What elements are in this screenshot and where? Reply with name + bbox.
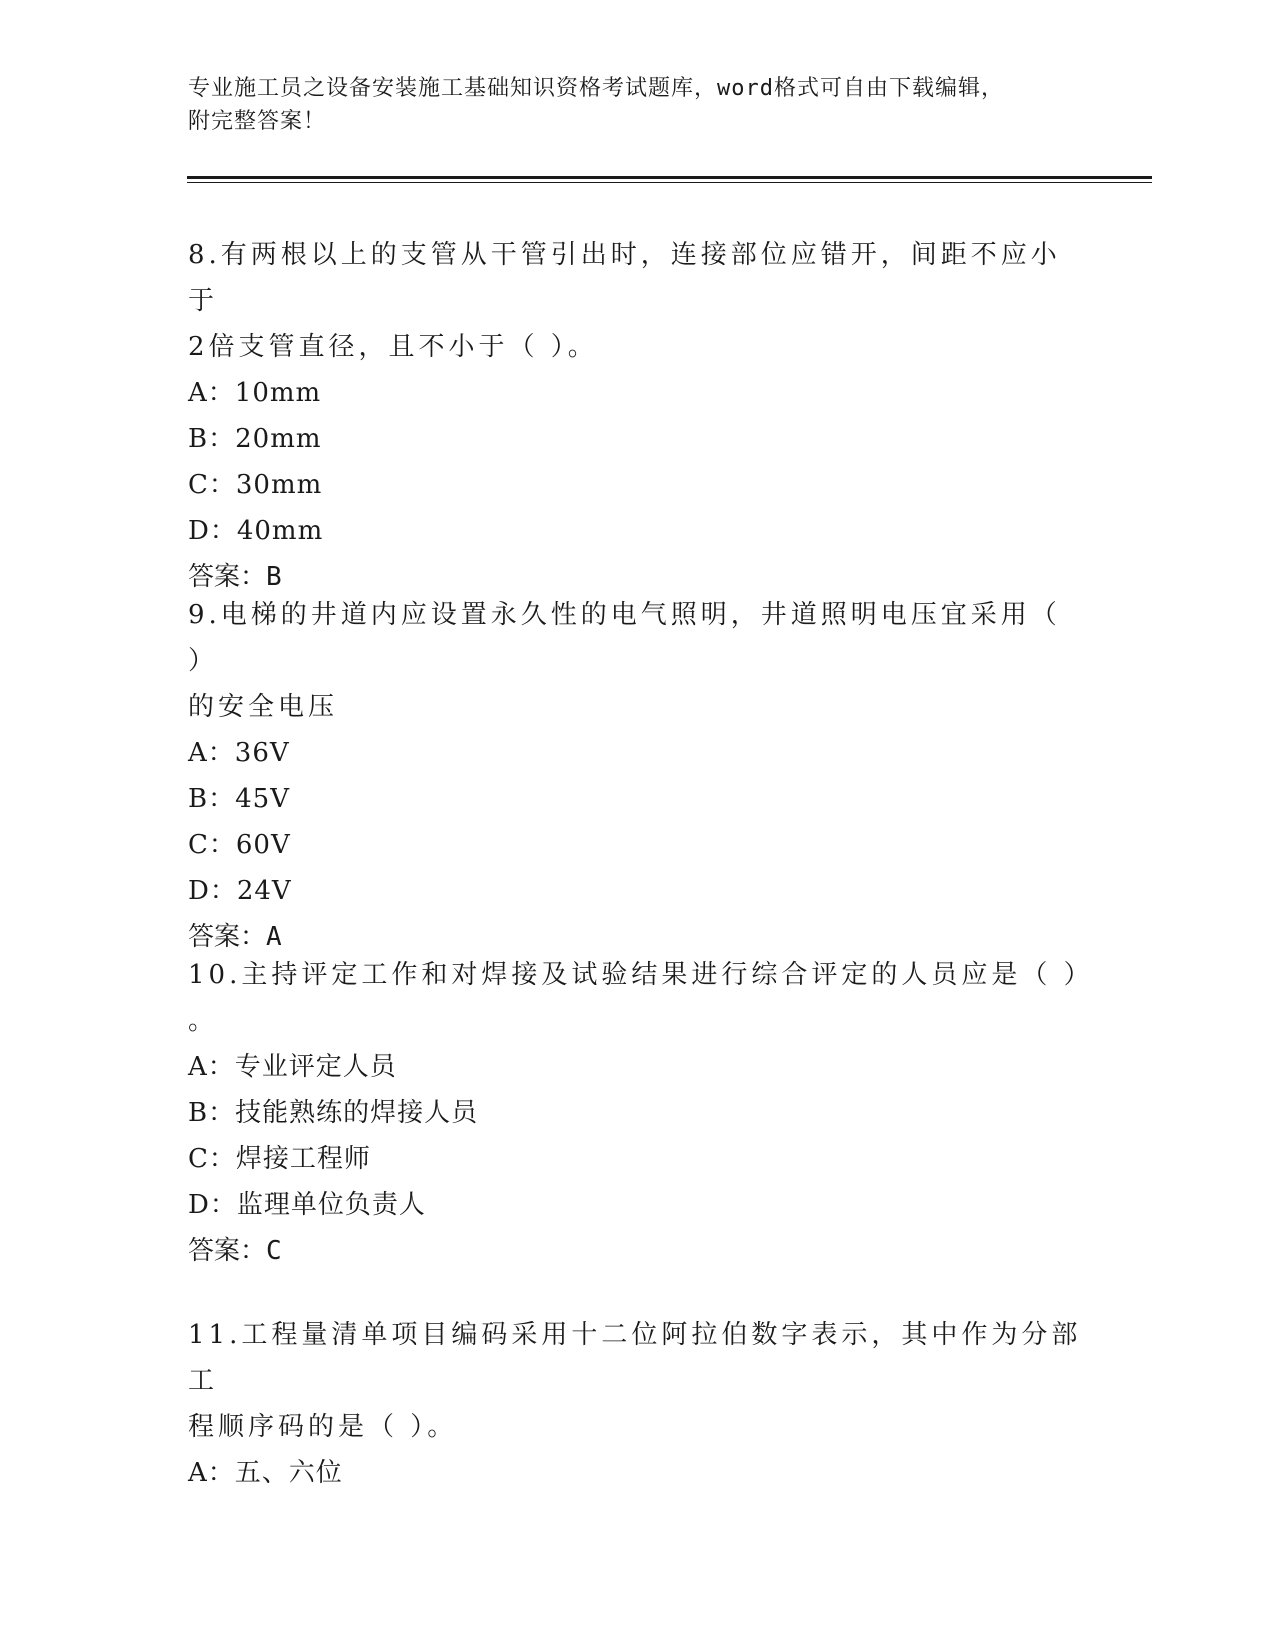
header-divider-thick bbox=[187, 176, 1152, 179]
option-c: C：30mm bbox=[188, 470, 323, 500]
option-b: B：技能熟练的焊接人员 bbox=[188, 1098, 479, 1128]
question-10 bbox=[188, 952, 1094, 1274]
option-a: A：36V bbox=[188, 738, 290, 768]
option-d: D：40mm bbox=[188, 516, 324, 546]
question-stem-line-2: 。 bbox=[188, 1006, 219, 1036]
question-stem-line-1: 11.工程量清单项目编码采用十二位阿拉伯数字表示，其中作为分部工 bbox=[188, 1320, 1082, 1396]
option-c: C：60V bbox=[188, 830, 291, 860]
header-line-1: 专业施工员之设备安装施工基础知识资格考试题库，word格式可自由下载编辑， bbox=[188, 76, 1004, 101]
document-header bbox=[188, 72, 1088, 138]
option-a: A：五、六位 bbox=[188, 1458, 343, 1488]
option-d: D：监理单位负责人 bbox=[188, 1190, 426, 1220]
question-9 bbox=[188, 592, 1088, 960]
option-b: B：45V bbox=[188, 784, 290, 814]
header-line-2: 附完整答案！ bbox=[188, 109, 327, 134]
answer-line: 答案：C bbox=[188, 1236, 282, 1266]
question-stem-line-2: 2倍支管直径，且不小于（ ）。 bbox=[188, 332, 598, 362]
option-d: D：24V bbox=[188, 876, 292, 906]
question-stem-line-1: 8.有两根以上的支管从干管引出时，连接部位应错开，间距不应小于 bbox=[188, 240, 1061, 316]
option-a: A：10mm bbox=[188, 378, 322, 408]
answer-line: 答案：A bbox=[188, 922, 282, 952]
question-stem-line-2: 的安全电压 bbox=[188, 692, 339, 722]
question-stem-line-2: 程顺序码的是（ ）。 bbox=[188, 1412, 458, 1442]
question-stem-line-1: 9.电梯的井道内应设置永久性的电气照明，井道照明电压宜采用（ ） bbox=[188, 600, 1061, 676]
question-stem-line-1: 10.主持评定工作和对焊接及试验结果进行综合评定的人员应是（ ） bbox=[188, 960, 1094, 990]
option-a: A：专业评定人员 bbox=[188, 1052, 397, 1082]
question-11 bbox=[188, 1312, 1088, 1496]
option-b: B：20mm bbox=[188, 424, 322, 454]
header-divider-thin bbox=[187, 182, 1152, 183]
question-8 bbox=[188, 232, 1088, 600]
option-c: C：焊接工程师 bbox=[188, 1144, 371, 1174]
answer-line: 答案：B bbox=[188, 562, 282, 592]
